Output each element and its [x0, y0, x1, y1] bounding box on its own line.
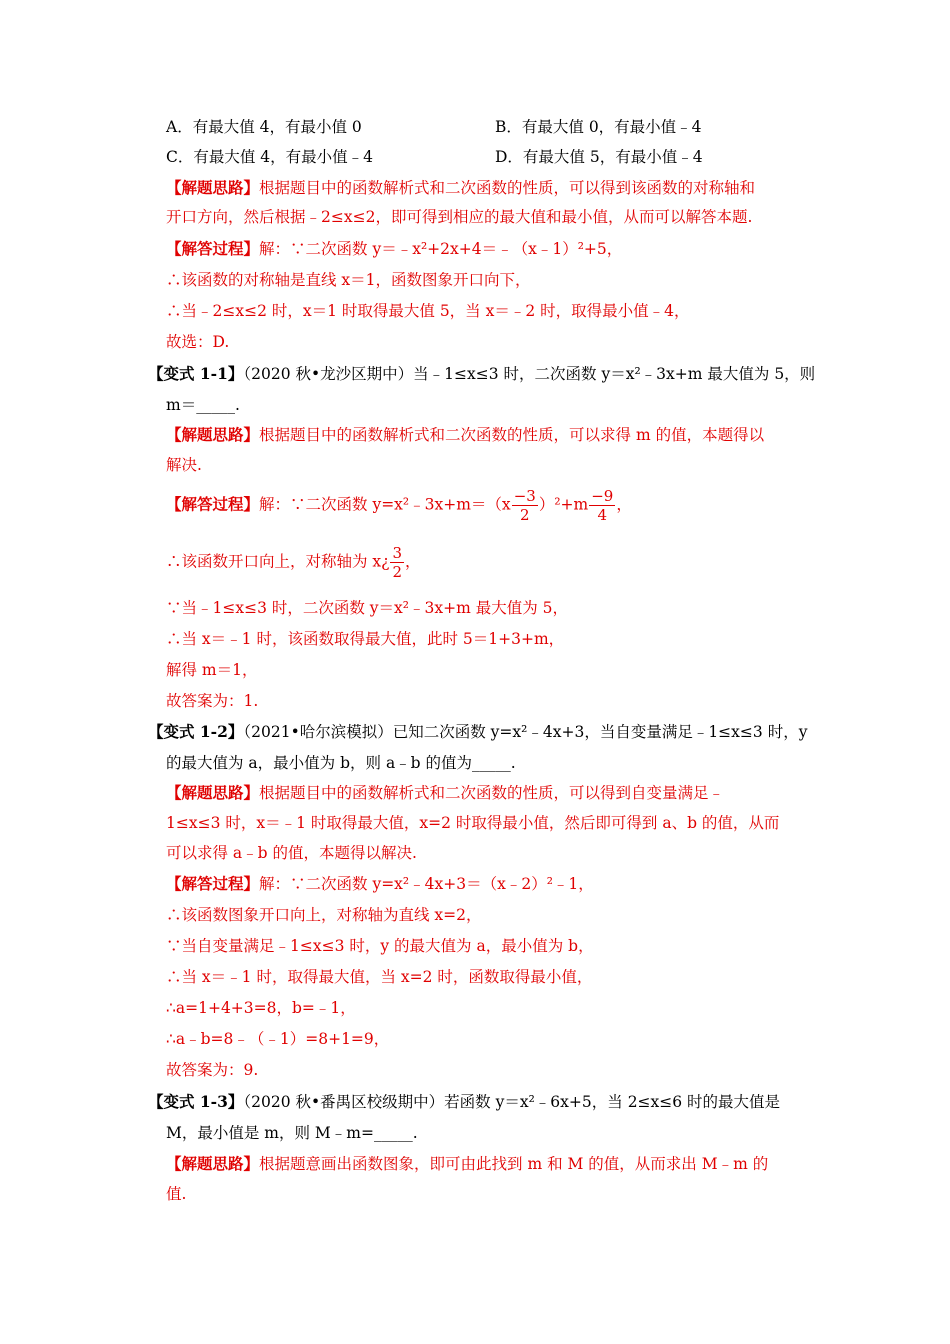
- thinking-label: 【解题思路】: [166, 425, 260, 444]
- fraction-minus9-over-4: $\frac{-9}{4}$: [591, 487, 614, 524]
- v11-question-line-1: 【变式 1-1】（2020 秋•龙沙区期中）当﹣1≤x≤3 时，二次函数 y＝x²﹣3x+m 最大值为 5，则: [148, 364, 816, 383]
- thinking-label: 【解题思路】: [166, 178, 260, 197]
- thinking-label: 【解题思路】: [166, 1154, 260, 1173]
- v11-thinking-line-1: 【解题思路】根据题目中的函数解析式和二次函数的性质，可以求得 m 的值，本题得以: [166, 425, 765, 444]
- v12-step-7: 故答案为：9.: [166, 1061, 259, 1079]
- option-d: D．有最大值 5，有最小值﹣4: [495, 148, 703, 166]
- thinking-label: 【解题思路】: [166, 783, 260, 802]
- v12-thinking-line-1: 【解题思路】根据题目中的函数解析式和二次函数的性质，可以得到自变量满足﹣: [166, 783, 725, 802]
- q1-step-3: ∴当﹣2≤x≤2 时，x＝1 时取得最大值 5，当 x＝﹣2 时，取得最小值﹣4，: [166, 302, 690, 320]
- process-label: 【解答过程】: [166, 874, 260, 893]
- v13-thinking-line-1: 【解题思路】根据题意画出函数图象，即可由此找到 m 和 M 的值，从而求出 M﹣m 的: [166, 1154, 769, 1173]
- v13-thinking-line-2: 值.: [166, 1185, 187, 1203]
- option-a: A．有最大值 4，有最小值 0: [166, 118, 362, 136]
- v12-label: 【变式 1-2】: [148, 722, 244, 741]
- q1-step-4: 故选：D.: [166, 333, 230, 351]
- fraction-minus3-over-2: $\frac{-3}{2}$: [513, 487, 536, 524]
- v12-step-4: ∴当 x＝﹣1 时，取得最大值，当 x=2 时，函数取得最小值，: [166, 968, 593, 986]
- q1-step-2: ∴该函数的对称轴是直线 x＝1，函数图象开口向下，: [166, 271, 531, 289]
- v13-question-line-1: 【变式 1-3】（2020 秋•番禺区校级期中）若函数 y＝x²﹣6x+5，当 2≤x≤6 时的最大值是: [148, 1092, 781, 1111]
- v11-thinking-line-2: 解决.: [166, 456, 202, 474]
- v11-step-3: ∵当﹣1≤x≤3 时，二次函数 y＝x²﹣3x+m 最大值为 5，: [166, 599, 569, 617]
- v13-label: 【变式 1-3】: [148, 1092, 244, 1111]
- option-c: C．有最大值 4，有最小值﹣4: [166, 148, 374, 166]
- fraction-3-over-2: $\frac{3}{2}$: [392, 544, 403, 581]
- v12-question-line-1: 【变式 1-2】（2021•哈尔滨模拟）已知二次函数 y=x²﹣4x+3，当自变量满足﹣1≤x≤3 时，y: [148, 722, 808, 741]
- v13-question-line-2: M，最小值是 m，则 M﹣m=_____.: [166, 1124, 418, 1142]
- v11-label: 【变式 1-1】: [148, 364, 244, 383]
- process-label: 【解答过程】: [166, 494, 260, 514]
- v12-step-2: ∴该函数图象开口向上，对称轴为直线 x=2，: [166, 906, 482, 924]
- v12-thinking-line-2: 1≤x≤3 时，x＝﹣1 时取得最大值，x=2 时取得最小值，然后即可得到 a、b 的值，从而: [166, 814, 780, 832]
- v12-question-line-2: 的最大值为 a，最小值为 b，则 a﹣b 的值为_____.: [166, 754, 516, 772]
- v11-process-line-1: 【解答过程】解：∵二次函数 y=x²﹣3x+m＝（x $\frac{-3}{2}$ ）²+m $\frac{-9}{4}$ ，: [166, 487, 632, 524]
- process-label: 【解答过程】: [166, 239, 260, 258]
- q1-process-line-1: 【解答过程】解：∵二次函数 y＝﹣x²+2x+4＝﹣（x﹣1）²+5，: [166, 239, 623, 258]
- v12-process-line-1: 【解答过程】解：∵二次函数 y=x²﹣4x+3＝（x﹣2）²﹣1，: [166, 874, 594, 893]
- v11-step-6: 故答案为：1.: [166, 692, 259, 710]
- v11-step-5: 解得 m＝1，: [166, 661, 258, 679]
- v12-step-5: ∴a=1+4+3=8，b=﹣1，: [166, 999, 356, 1017]
- v11-step-2: ∴该函数开口向上，对称轴为 x¿ $\frac{3}{2}$ ，: [166, 544, 421, 581]
- v12-thinking-line-3: 可以求得 a﹣b 的值，本题得以解决.: [166, 844, 417, 862]
- q1-thinking-line-1: 【解题思路】根据题目中的函数解析式和二次函数的性质，可以得到该函数的对称轴和: [166, 178, 756, 197]
- v12-step-3: ∵当自变量满足﹣1≤x≤3 时，y 的最大值为 a，最小值为 b，: [166, 937, 594, 955]
- v12-step-6: ∴a﹣b=8﹣（﹣1）=8+1=9，: [166, 1030, 390, 1048]
- option-b: B．有最大值 0，有最小值﹣4: [495, 118, 702, 136]
- v11-step-4: ∴当 x＝﹣1 时，该函数取得最大值，此时 5＝1+3+m，: [166, 630, 565, 648]
- v11-question-line-2: m＝_____.: [166, 396, 240, 414]
- q1-thinking-line-2: 开口方向，然后根据﹣2≤x≤2，即可得到相应的最大值和最小值，从而可以解答本题.: [166, 208, 753, 226]
